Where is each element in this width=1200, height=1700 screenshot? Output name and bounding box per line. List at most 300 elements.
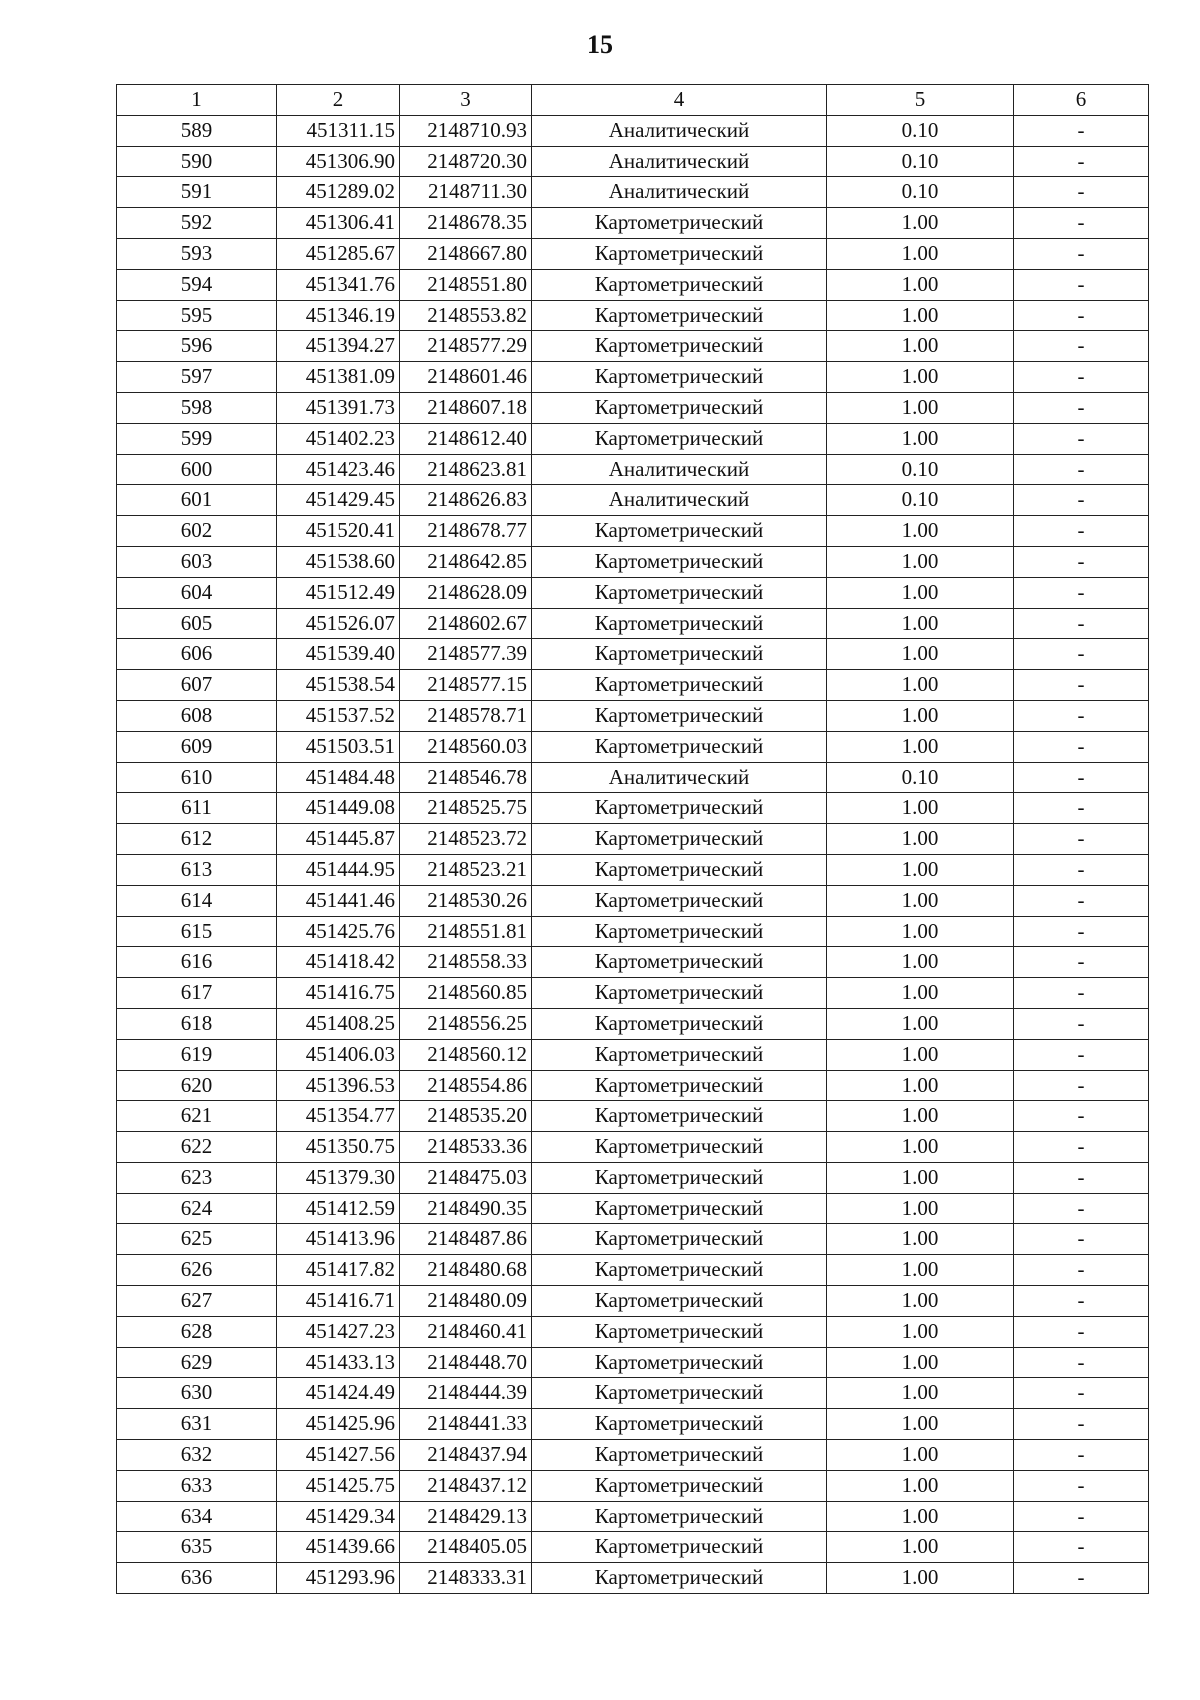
x-coordinate-cell: 451538.60 xyxy=(277,546,400,577)
accuracy-cell: 1.00 xyxy=(827,1162,1014,1193)
y-coordinate-cell: 2148460.41 xyxy=(400,1316,532,1347)
accuracy-cell: 0.10 xyxy=(827,146,1014,177)
y-coordinate-cell: 2148720.30 xyxy=(400,146,532,177)
x-coordinate-cell: 451449.08 xyxy=(277,793,400,824)
point-number-cell: 636 xyxy=(117,1563,277,1594)
table-row xyxy=(117,947,1149,978)
accuracy-cell: 1.00 xyxy=(827,1224,1014,1255)
method-cell: Аналитический xyxy=(532,454,827,485)
x-coordinate-cell: 451418.42 xyxy=(277,947,400,978)
method-cell: Аналитический xyxy=(532,485,827,516)
method-cell: Аналитический xyxy=(532,146,827,177)
y-coordinate-cell: 2148535.20 xyxy=(400,1101,532,1132)
accuracy-cell: 0.10 xyxy=(827,485,1014,516)
x-coordinate-cell: 451406.03 xyxy=(277,1039,400,1070)
point-number-cell: 617 xyxy=(117,978,277,1009)
x-coordinate-cell: 451346.19 xyxy=(277,300,400,331)
x-coordinate-cell: 451379.30 xyxy=(277,1162,400,1193)
point-number-cell: 621 xyxy=(117,1101,277,1132)
y-coordinate-cell: 2148523.21 xyxy=(400,854,532,885)
table-row xyxy=(117,1193,1149,1224)
y-coordinate-cell: 2148556.25 xyxy=(400,1008,532,1039)
x-coordinate-cell: 451427.23 xyxy=(277,1316,400,1347)
x-coordinate-cell: 451423.46 xyxy=(277,454,400,485)
table-row xyxy=(117,177,1149,208)
x-coordinate-cell: 451427.56 xyxy=(277,1440,400,1471)
y-coordinate-cell: 2148678.35 xyxy=(400,208,532,239)
point-number-cell: 604 xyxy=(117,577,277,608)
point-number-cell: 601 xyxy=(117,485,277,516)
table-row xyxy=(117,1532,1149,1563)
method-cell: Картометрический xyxy=(532,947,827,978)
accuracy-cell: 1.00 xyxy=(827,1470,1014,1501)
accuracy-cell: 1.00 xyxy=(827,1378,1014,1409)
note-cell: - xyxy=(1014,608,1149,639)
table-row xyxy=(117,115,1149,146)
accuracy-cell: 1.00 xyxy=(827,269,1014,300)
point-number-cell: 609 xyxy=(117,731,277,762)
column-header-5: 5 xyxy=(827,85,1014,116)
point-number-cell: 635 xyxy=(117,1532,277,1563)
method-cell: Картометрический xyxy=(532,1255,827,1286)
x-coordinate-cell: 451484.48 xyxy=(277,762,400,793)
note-cell: - xyxy=(1014,978,1149,1009)
x-coordinate-cell: 451444.95 xyxy=(277,854,400,885)
point-number-cell: 613 xyxy=(117,854,277,885)
y-coordinate-cell: 2148628.09 xyxy=(400,577,532,608)
note-cell: - xyxy=(1014,362,1149,393)
note-cell: - xyxy=(1014,516,1149,547)
column-header-4: 4 xyxy=(532,85,827,116)
y-coordinate-cell: 2148437.94 xyxy=(400,1440,532,1471)
accuracy-cell: 1.00 xyxy=(827,1316,1014,1347)
table-row xyxy=(117,1316,1149,1347)
note-cell: - xyxy=(1014,485,1149,516)
method-cell: Картометрический xyxy=(532,546,827,577)
note-cell: - xyxy=(1014,1286,1149,1317)
y-coordinate-cell: 2148525.75 xyxy=(400,793,532,824)
y-coordinate-cell: 2148551.80 xyxy=(400,269,532,300)
point-number-cell: 628 xyxy=(117,1316,277,1347)
x-coordinate-cell: 451445.87 xyxy=(277,824,400,855)
y-coordinate-cell: 2148487.86 xyxy=(400,1224,532,1255)
point-number-cell: 602 xyxy=(117,516,277,547)
point-number-cell: 610 xyxy=(117,762,277,793)
y-coordinate-cell: 2148577.39 xyxy=(400,639,532,670)
note-cell: - xyxy=(1014,824,1149,855)
x-coordinate-cell: 451381.09 xyxy=(277,362,400,393)
x-coordinate-cell: 451441.46 xyxy=(277,885,400,916)
table-row xyxy=(117,1470,1149,1501)
table-row xyxy=(117,238,1149,269)
method-cell: Картометрический xyxy=(532,1132,827,1163)
method-cell: Картометрический xyxy=(532,577,827,608)
method-cell: Картометрический xyxy=(532,269,827,300)
x-coordinate-cell: 451396.53 xyxy=(277,1070,400,1101)
accuracy-cell: 1.00 xyxy=(827,916,1014,947)
x-coordinate-cell: 451306.90 xyxy=(277,146,400,177)
y-coordinate-cell: 2148558.33 xyxy=(400,947,532,978)
table-row xyxy=(117,331,1149,362)
point-number-cell: 612 xyxy=(117,824,277,855)
method-cell: Картометрический xyxy=(532,1409,827,1440)
table-row xyxy=(117,762,1149,793)
table-row xyxy=(117,793,1149,824)
point-number-cell: 590 xyxy=(117,146,277,177)
y-coordinate-cell: 2148553.82 xyxy=(400,300,532,331)
note-cell: - xyxy=(1014,331,1149,362)
x-coordinate-cell: 451416.75 xyxy=(277,978,400,1009)
table-row xyxy=(117,916,1149,947)
y-coordinate-cell: 2148441.33 xyxy=(400,1409,532,1440)
method-cell: Картометрический xyxy=(532,793,827,824)
note-cell: - xyxy=(1014,700,1149,731)
accuracy-cell: 1.00 xyxy=(827,700,1014,731)
method-cell: Картометрический xyxy=(532,639,827,670)
accuracy-cell: 1.00 xyxy=(827,546,1014,577)
accuracy-cell: 1.00 xyxy=(827,362,1014,393)
table-row xyxy=(117,1563,1149,1594)
table-row xyxy=(117,978,1149,1009)
point-number-cell: 622 xyxy=(117,1132,277,1163)
accuracy-cell: 1.00 xyxy=(827,1347,1014,1378)
table-row xyxy=(117,1440,1149,1471)
x-coordinate-cell: 451413.96 xyxy=(277,1224,400,1255)
accuracy-cell: 1.00 xyxy=(827,1563,1014,1594)
table-row xyxy=(117,485,1149,516)
method-cell: Картометрический xyxy=(532,700,827,731)
x-coordinate-cell: 451341.76 xyxy=(277,269,400,300)
table-row xyxy=(117,1008,1149,1039)
note-cell: - xyxy=(1014,670,1149,701)
table-row xyxy=(117,392,1149,423)
method-cell: Картометрический xyxy=(532,854,827,885)
y-coordinate-cell: 2148437.12 xyxy=(400,1470,532,1501)
method-cell: Картометрический xyxy=(532,1470,827,1501)
point-number-cell: 611 xyxy=(117,793,277,824)
point-number-cell: 632 xyxy=(117,1440,277,1471)
accuracy-cell: 1.00 xyxy=(827,1193,1014,1224)
table-row xyxy=(117,300,1149,331)
method-cell: Картометрический xyxy=(532,300,827,331)
method-cell: Картометрический xyxy=(532,1039,827,1070)
point-number-cell: 615 xyxy=(117,916,277,947)
accuracy-cell: 1.00 xyxy=(827,1409,1014,1440)
column-header-6: 6 xyxy=(1014,85,1149,116)
x-coordinate-cell: 451425.75 xyxy=(277,1470,400,1501)
x-coordinate-cell: 451354.77 xyxy=(277,1101,400,1132)
accuracy-cell: 1.00 xyxy=(827,331,1014,362)
method-cell: Картометрический xyxy=(532,1440,827,1471)
note-cell: - xyxy=(1014,1316,1149,1347)
point-number-cell: 627 xyxy=(117,1286,277,1317)
accuracy-cell: 1.00 xyxy=(827,516,1014,547)
note-cell: - xyxy=(1014,208,1149,239)
note-cell: - xyxy=(1014,1193,1149,1224)
note-cell: - xyxy=(1014,639,1149,670)
accuracy-cell: 1.00 xyxy=(827,608,1014,639)
point-number-cell: 591 xyxy=(117,177,277,208)
x-coordinate-cell: 451394.27 xyxy=(277,331,400,362)
note-cell: - xyxy=(1014,146,1149,177)
table-row xyxy=(117,824,1149,855)
point-number-cell: 595 xyxy=(117,300,277,331)
table-row xyxy=(117,454,1149,485)
y-coordinate-cell: 2148530.26 xyxy=(400,885,532,916)
y-coordinate-cell: 2148448.70 xyxy=(400,1347,532,1378)
y-coordinate-cell: 2148333.31 xyxy=(400,1563,532,1594)
method-cell: Картометрический xyxy=(532,238,827,269)
x-coordinate-cell: 451391.73 xyxy=(277,392,400,423)
note-cell: - xyxy=(1014,1255,1149,1286)
x-coordinate-cell: 451429.45 xyxy=(277,485,400,516)
accuracy-cell: 1.00 xyxy=(827,978,1014,1009)
accuracy-cell: 0.10 xyxy=(827,115,1014,146)
table-row xyxy=(117,516,1149,547)
note-cell: - xyxy=(1014,731,1149,762)
method-cell: Картометрический xyxy=(532,885,827,916)
method-cell: Картометрический xyxy=(532,978,827,1009)
x-coordinate-cell: 451408.25 xyxy=(277,1008,400,1039)
point-number-cell: 626 xyxy=(117,1255,277,1286)
y-coordinate-cell: 2148642.85 xyxy=(400,546,532,577)
x-coordinate-cell: 451417.82 xyxy=(277,1255,400,1286)
note-cell: - xyxy=(1014,115,1149,146)
x-coordinate-cell: 451350.75 xyxy=(277,1132,400,1163)
table-row xyxy=(117,577,1149,608)
accuracy-cell: 0.10 xyxy=(827,762,1014,793)
point-number-cell: 597 xyxy=(117,362,277,393)
method-cell: Аналитический xyxy=(532,762,827,793)
note-cell: - xyxy=(1014,1162,1149,1193)
table-row xyxy=(117,885,1149,916)
method-cell: Картометрический xyxy=(532,1070,827,1101)
method-cell: Картометрический xyxy=(532,423,827,454)
table-row xyxy=(117,1101,1149,1132)
point-number-cell: 596 xyxy=(117,331,277,362)
accuracy-cell: 1.00 xyxy=(827,1101,1014,1132)
table-body xyxy=(117,115,1149,1593)
method-cell: Картометрический xyxy=(532,1101,827,1132)
method-cell: Картометрический xyxy=(532,608,827,639)
table-row xyxy=(117,423,1149,454)
note-cell: - xyxy=(1014,392,1149,423)
point-number-cell: 616 xyxy=(117,947,277,978)
y-coordinate-cell: 2148429.13 xyxy=(400,1501,532,1532)
point-number-cell: 614 xyxy=(117,885,277,916)
table-row xyxy=(117,269,1149,300)
table-row xyxy=(117,1162,1149,1193)
x-coordinate-cell: 451539.40 xyxy=(277,639,400,670)
y-coordinate-cell: 2148560.03 xyxy=(400,731,532,762)
y-coordinate-cell: 2148711.30 xyxy=(400,177,532,208)
point-number-cell: 607 xyxy=(117,670,277,701)
note-cell: - xyxy=(1014,1440,1149,1471)
table-row xyxy=(117,670,1149,701)
method-cell: Картометрический xyxy=(532,670,827,701)
y-coordinate-cell: 2148560.85 xyxy=(400,978,532,1009)
table-row xyxy=(117,1501,1149,1532)
method-cell: Картометрический xyxy=(532,824,827,855)
method-cell: Картометрический xyxy=(532,1563,827,1594)
x-coordinate-cell: 451538.54 xyxy=(277,670,400,701)
point-number-cell: 625 xyxy=(117,1224,277,1255)
note-cell: - xyxy=(1014,577,1149,608)
method-cell: Картометрический xyxy=(532,362,827,393)
accuracy-cell: 1.00 xyxy=(827,731,1014,762)
note-cell: - xyxy=(1014,1409,1149,1440)
y-coordinate-cell: 2148554.86 xyxy=(400,1070,532,1101)
accuracy-cell: 1.00 xyxy=(827,793,1014,824)
accuracy-cell: 1.00 xyxy=(827,1501,1014,1532)
y-coordinate-cell: 2148607.18 xyxy=(400,392,532,423)
accuracy-cell: 1.00 xyxy=(827,639,1014,670)
point-number-cell: 634 xyxy=(117,1501,277,1532)
x-coordinate-cell: 451289.02 xyxy=(277,177,400,208)
point-number-cell: 623 xyxy=(117,1162,277,1193)
note-cell: - xyxy=(1014,1378,1149,1409)
table-row xyxy=(117,1378,1149,1409)
y-coordinate-cell: 2148475.03 xyxy=(400,1162,532,1193)
point-number-cell: 592 xyxy=(117,208,277,239)
y-coordinate-cell: 2148490.35 xyxy=(400,1193,532,1224)
accuracy-cell: 1.00 xyxy=(827,854,1014,885)
x-coordinate-cell: 451439.66 xyxy=(277,1532,400,1563)
table-row xyxy=(117,608,1149,639)
point-number-cell: 600 xyxy=(117,454,277,485)
point-number-cell: 605 xyxy=(117,608,277,639)
method-cell: Картометрический xyxy=(532,731,827,762)
x-coordinate-cell: 451512.49 xyxy=(277,577,400,608)
y-coordinate-cell: 2148560.12 xyxy=(400,1039,532,1070)
note-cell: - xyxy=(1014,300,1149,331)
accuracy-cell: 1.00 xyxy=(827,208,1014,239)
note-cell: - xyxy=(1014,1532,1149,1563)
accuracy-cell: 1.00 xyxy=(827,300,1014,331)
accuracy-cell: 1.00 xyxy=(827,947,1014,978)
accuracy-cell: 1.00 xyxy=(827,423,1014,454)
method-cell: Аналитический xyxy=(532,115,827,146)
note-cell: - xyxy=(1014,1470,1149,1501)
accuracy-cell: 1.00 xyxy=(827,1132,1014,1163)
x-coordinate-cell: 451537.52 xyxy=(277,700,400,731)
table-row xyxy=(117,700,1149,731)
note-cell: - xyxy=(1014,1132,1149,1163)
accuracy-cell: 1.00 xyxy=(827,577,1014,608)
accuracy-cell: 0.10 xyxy=(827,177,1014,208)
x-coordinate-cell: 451306.41 xyxy=(277,208,400,239)
y-coordinate-cell: 2148444.39 xyxy=(400,1378,532,1409)
table-row xyxy=(117,146,1149,177)
table-row xyxy=(117,1070,1149,1101)
method-cell: Картометрический xyxy=(532,1008,827,1039)
accuracy-cell: 1.00 xyxy=(827,1532,1014,1563)
method-cell: Картометрический xyxy=(532,1316,827,1347)
accuracy-cell: 0.10 xyxy=(827,454,1014,485)
y-coordinate-cell: 2148710.93 xyxy=(400,115,532,146)
column-header-3: 3 xyxy=(400,85,532,116)
method-cell: Картометрический xyxy=(532,208,827,239)
accuracy-cell: 1.00 xyxy=(827,1070,1014,1101)
point-number-cell: 631 xyxy=(117,1409,277,1440)
x-coordinate-cell: 451311.15 xyxy=(277,115,400,146)
y-coordinate-cell: 2148602.67 xyxy=(400,608,532,639)
column-header-1: 1 xyxy=(117,85,277,116)
y-coordinate-cell: 2148405.05 xyxy=(400,1532,532,1563)
x-coordinate-cell: 451402.23 xyxy=(277,423,400,454)
note-cell: - xyxy=(1014,1501,1149,1532)
x-coordinate-cell: 451503.51 xyxy=(277,731,400,762)
table-row xyxy=(117,731,1149,762)
header-row xyxy=(117,85,1149,116)
table-row xyxy=(117,1039,1149,1070)
point-number-cell: 599 xyxy=(117,423,277,454)
point-number-cell: 589 xyxy=(117,115,277,146)
note-cell: - xyxy=(1014,854,1149,885)
table-row xyxy=(117,1286,1149,1317)
y-coordinate-cell: 2148533.36 xyxy=(400,1132,532,1163)
y-coordinate-cell: 2148626.83 xyxy=(400,485,532,516)
table-row xyxy=(117,208,1149,239)
y-coordinate-cell: 2148546.78 xyxy=(400,762,532,793)
note-cell: - xyxy=(1014,947,1149,978)
y-coordinate-cell: 2148667.80 xyxy=(400,238,532,269)
accuracy-cell: 1.00 xyxy=(827,1008,1014,1039)
method-cell: Картометрический xyxy=(532,916,827,947)
table-row xyxy=(117,639,1149,670)
y-coordinate-cell: 2148601.46 xyxy=(400,362,532,393)
y-coordinate-cell: 2148577.15 xyxy=(400,670,532,701)
note-cell: - xyxy=(1014,885,1149,916)
note-cell: - xyxy=(1014,238,1149,269)
point-number-cell: 606 xyxy=(117,639,277,670)
x-coordinate-cell: 451412.59 xyxy=(277,1193,400,1224)
point-number-cell: 620 xyxy=(117,1070,277,1101)
method-cell: Картометрический xyxy=(532,392,827,423)
method-cell: Картометрический xyxy=(532,1193,827,1224)
table-row xyxy=(117,546,1149,577)
table-row xyxy=(117,1347,1149,1378)
method-cell: Картометрический xyxy=(532,1224,827,1255)
table-row xyxy=(117,854,1149,885)
method-cell: Картометрический xyxy=(532,1501,827,1532)
note-cell: - xyxy=(1014,916,1149,947)
note-cell: - xyxy=(1014,1039,1149,1070)
point-number-cell: 598 xyxy=(117,392,277,423)
accuracy-cell: 1.00 xyxy=(827,1255,1014,1286)
x-coordinate-cell: 451424.49 xyxy=(277,1378,400,1409)
y-coordinate-cell: 2148623.81 xyxy=(400,454,532,485)
note-cell: - xyxy=(1014,1224,1149,1255)
y-coordinate-cell: 2148577.29 xyxy=(400,331,532,362)
x-coordinate-cell: 451526.07 xyxy=(277,608,400,639)
method-cell: Картометрический xyxy=(532,1347,827,1378)
x-coordinate-cell: 451425.76 xyxy=(277,916,400,947)
accuracy-cell: 1.00 xyxy=(827,670,1014,701)
method-cell: Картометрический xyxy=(532,1532,827,1563)
table-row xyxy=(117,1224,1149,1255)
y-coordinate-cell: 2148480.09 xyxy=(400,1286,532,1317)
x-coordinate-cell: 451433.13 xyxy=(277,1347,400,1378)
note-cell: - xyxy=(1014,546,1149,577)
x-coordinate-cell: 451293.96 xyxy=(277,1563,400,1594)
point-number-cell: 624 xyxy=(117,1193,277,1224)
table-row xyxy=(117,1132,1149,1163)
x-coordinate-cell: 451416.71 xyxy=(277,1286,400,1317)
method-cell: Картометрический xyxy=(532,1378,827,1409)
note-cell: - xyxy=(1014,793,1149,824)
note-cell: - xyxy=(1014,1070,1149,1101)
